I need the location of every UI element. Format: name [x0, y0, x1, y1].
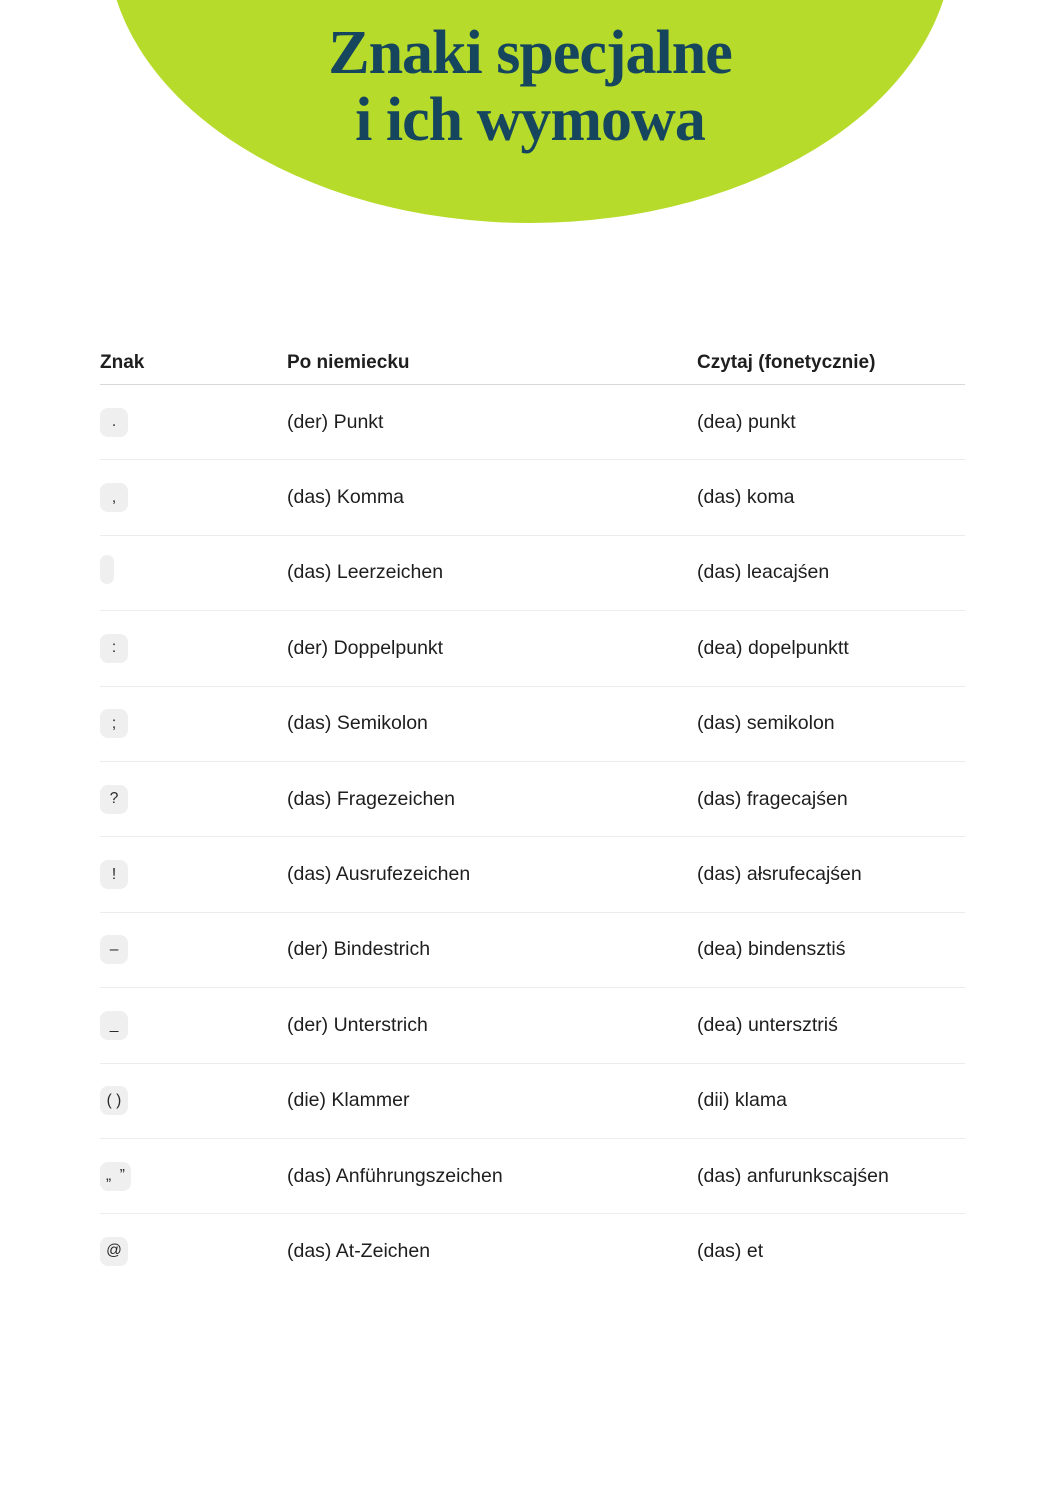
sign-badge: ?: [100, 785, 128, 814]
table-row: [100, 1064, 965, 1139]
german-cell: (das) Semikolon: [287, 712, 428, 735]
sign-badge: „ ”: [100, 1162, 131, 1191]
sign-badge: ( ): [100, 1086, 128, 1115]
german-cell: (der) Bindestrich: [287, 938, 431, 961]
column-header-czytaj: Czytaj (fonetycznie): [697, 351, 876, 373]
phonetic-cell: (das) fragecajśen: [697, 787, 848, 810]
table-row: [100, 687, 965, 762]
table-header-row: [100, 341, 965, 385]
table-body: [100, 385, 965, 1289]
table-row: [100, 913, 965, 988]
sign-cell: [100, 634, 287, 663]
phonetic-cell: (dea) untersztriś: [697, 1013, 838, 1036]
title-line-2: i ich wymowa: [355, 86, 705, 154]
sign-cell: [100, 1237, 287, 1266]
german-cell: (die) Klammer: [287, 1089, 410, 1112]
sign-badge: .: [100, 408, 128, 437]
sign-cell: [100, 1086, 287, 1115]
phonetic-cell: (dea) dopelpunktt: [697, 636, 849, 659]
table-row: [100, 837, 965, 912]
german-cell: (das) Fragezeichen: [287, 787, 455, 810]
phonetic-cell: (das) koma: [697, 486, 795, 509]
german-cell: (das) Leerzeichen: [287, 561, 444, 584]
phonetic-cell: (das) anfurunkscajśen: [697, 1164, 889, 1187]
phonetic-cell: (dea) bindensztiś: [697, 938, 846, 961]
table-row: [100, 1139, 965, 1214]
sign-badge: :: [100, 634, 128, 663]
sign-badge: ;: [100, 709, 128, 738]
sign-cell: [100, 935, 287, 964]
german-cell: (das) Ausrufezeichen: [287, 863, 471, 886]
title-line-1: Znaki specjalne: [328, 19, 732, 87]
table-row: [100, 385, 965, 460]
german-cell: (das) At-Zeichen: [287, 1239, 431, 1262]
sign-badge: _: [100, 1011, 128, 1040]
table-row: [100, 536, 965, 611]
german-cell: (der) Punkt: [287, 410, 384, 433]
phonetic-cell: (das) semikolon: [697, 712, 835, 735]
sign-cell: [100, 709, 287, 738]
sign-cell: [100, 1011, 287, 1040]
page-title: [110, 20, 950, 154]
sign-badge: ,: [100, 483, 128, 512]
sign-cell: [100, 860, 287, 889]
german-cell: (der) Doppelpunkt: [287, 636, 444, 659]
table-row: [100, 1214, 965, 1288]
sign-cell: [100, 555, 287, 590]
sign-cell: [100, 1162, 287, 1191]
phonetic-cell: (das) leacajśen: [697, 561, 830, 584]
german-cell: (das) Anführungszeichen: [287, 1164, 503, 1187]
table-row: [100, 988, 965, 1063]
sign-badge: –: [100, 935, 128, 964]
sign-badge: [100, 555, 114, 584]
sign-cell: [100, 408, 287, 437]
sign-badge: !: [100, 860, 128, 889]
phonetic-cell: (dii) klama: [697, 1089, 787, 1112]
phonetic-cell: (das) ałsrufecajśen: [697, 863, 862, 886]
phonetic-cell: (das) et: [697, 1239, 764, 1262]
table-row: [100, 460, 965, 535]
phonetic-cell: (dea) punkt: [697, 410, 796, 433]
table-row: [100, 611, 965, 686]
sign-badge: @: [100, 1237, 128, 1266]
german-cell: (das) Komma: [287, 486, 405, 509]
pronunciation-table: [100, 341, 965, 1289]
column-header-po-niemiecku: Po niemiecku: [287, 351, 410, 373]
table-row: [100, 762, 965, 837]
sign-cell: [100, 785, 287, 814]
german-cell: (der) Unterstrich: [287, 1013, 428, 1036]
sign-cell: [100, 483, 287, 512]
column-header-znak: Znak: [100, 351, 145, 373]
